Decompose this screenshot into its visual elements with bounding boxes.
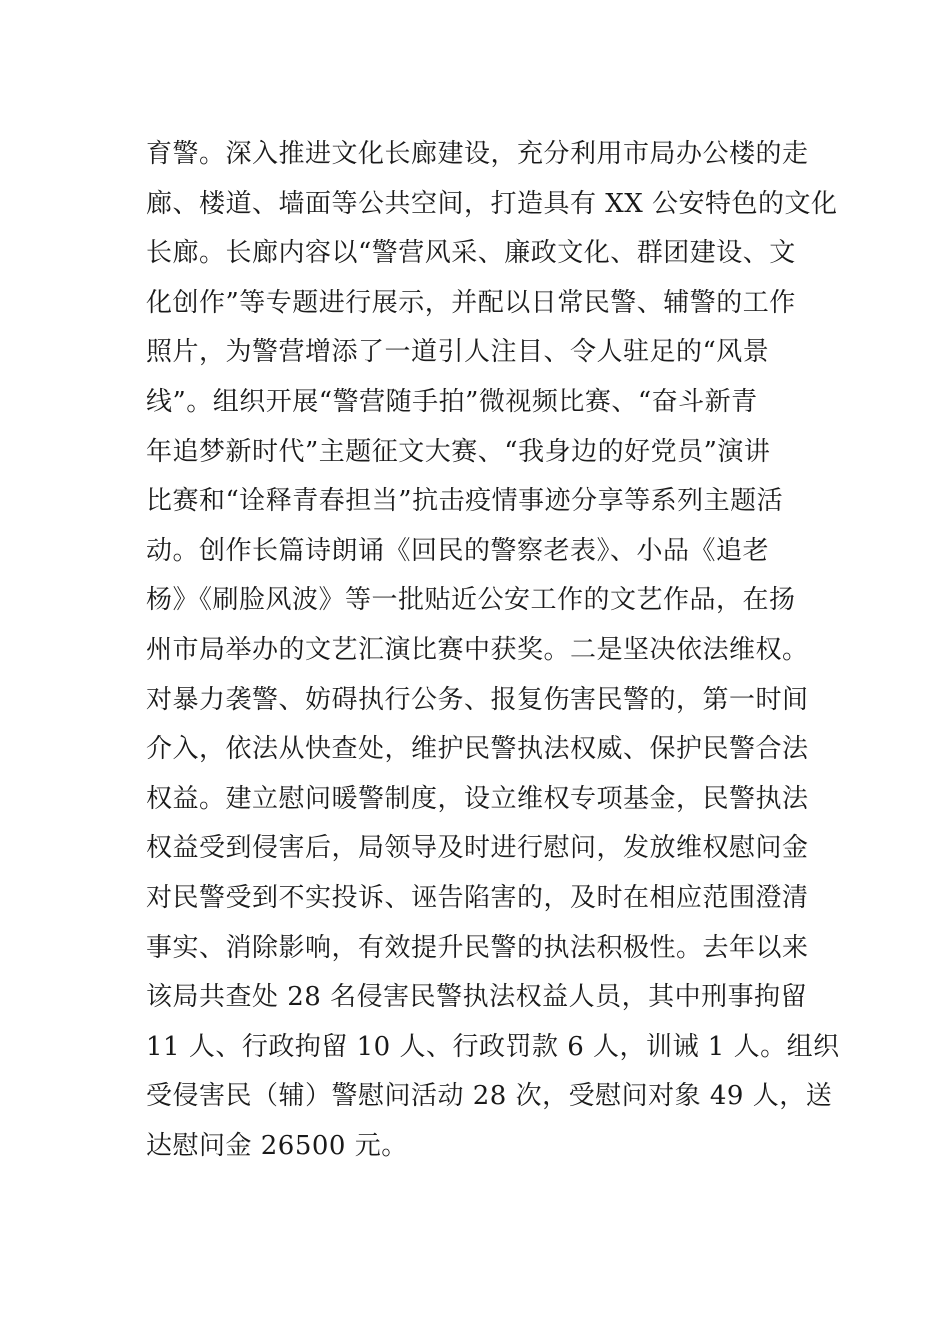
text-line-16: 对民警受到不实投诉、诬告陷害的，及时在相应范围澄清	[146, 882, 809, 913]
text-line-11: 州市局举办的文艺汇演比赛中获奖。二是坚决依法维权。	[146, 634, 809, 665]
text-line-6: 线”。组织开展“警营随手拍”微视频比赛、“奋斗新青	[146, 386, 758, 417]
text-line-18: 该局共查处 28 名侵害民警执法权益人员，其中刑事拘留	[146, 982, 808, 1013]
text-line-20: 受侵害民（辅）警慰问活动 28 次，受慰问对象 49 人，送	[146, 1081, 833, 1112]
text-line-19: 11 人、行政拘留 10 人、行政罚款 6 人，训诫 1 人。组织	[146, 1031, 840, 1062]
text-line-21: 达慰问金 26500 元。	[146, 1130, 408, 1161]
text-line-9: 动。创作长篇诗朗诵《回民的警察老表》、小品《追老	[146, 535, 770, 566]
text-line-12: 对暴力袭警、妨碍执行公务、报复伤害民警的，第一时间	[146, 684, 809, 715]
text-line-10: 杨》《刷脸风波》等一批贴近公安工作的文艺作品，在扬	[146, 585, 796, 616]
text-line-7: 年追梦新时代”主题征文大赛、“我身边的好党员”演讲	[146, 436, 771, 467]
text-line-13: 介入，依法从快查处，维护民警执法权威、保护民警合法	[146, 734, 809, 765]
text-line-2: 廊、楼道、墙面等公共空间，打造具有 XX 公安特色的文化	[146, 188, 838, 219]
text-line-5: 照片，为警营增添了一道引人注目、令人驻足的“风景	[146, 337, 770, 368]
text-line-15: 权益受到侵害后，局领导及时进行慰问，发放维权慰问金	[146, 833, 809, 864]
text-line-4: 化创作”等专题进行展示，并配以日常民警、辅警的工作	[146, 287, 796, 318]
body-paragraph	[146, 130, 840, 1171]
text-line-3: 长廊。长廊内容以“警营风采、廉政文化、群团建设、文	[146, 238, 796, 269]
text-line-14: 权益。建立慰问暖警制度，设立维权专项基金，民警执法	[146, 783, 809, 814]
text-line-1: 育警。深入推进文化长廊建设，充分利用市局办公楼的走	[146, 139, 809, 169]
text-line-8: 比赛和“诠释青春担当”抗击疫情事迹分享等系列主题活	[146, 486, 784, 517]
text-line-17: 事实、消除影响，有效提升民警的执法积极性。去年以来	[146, 932, 809, 963]
